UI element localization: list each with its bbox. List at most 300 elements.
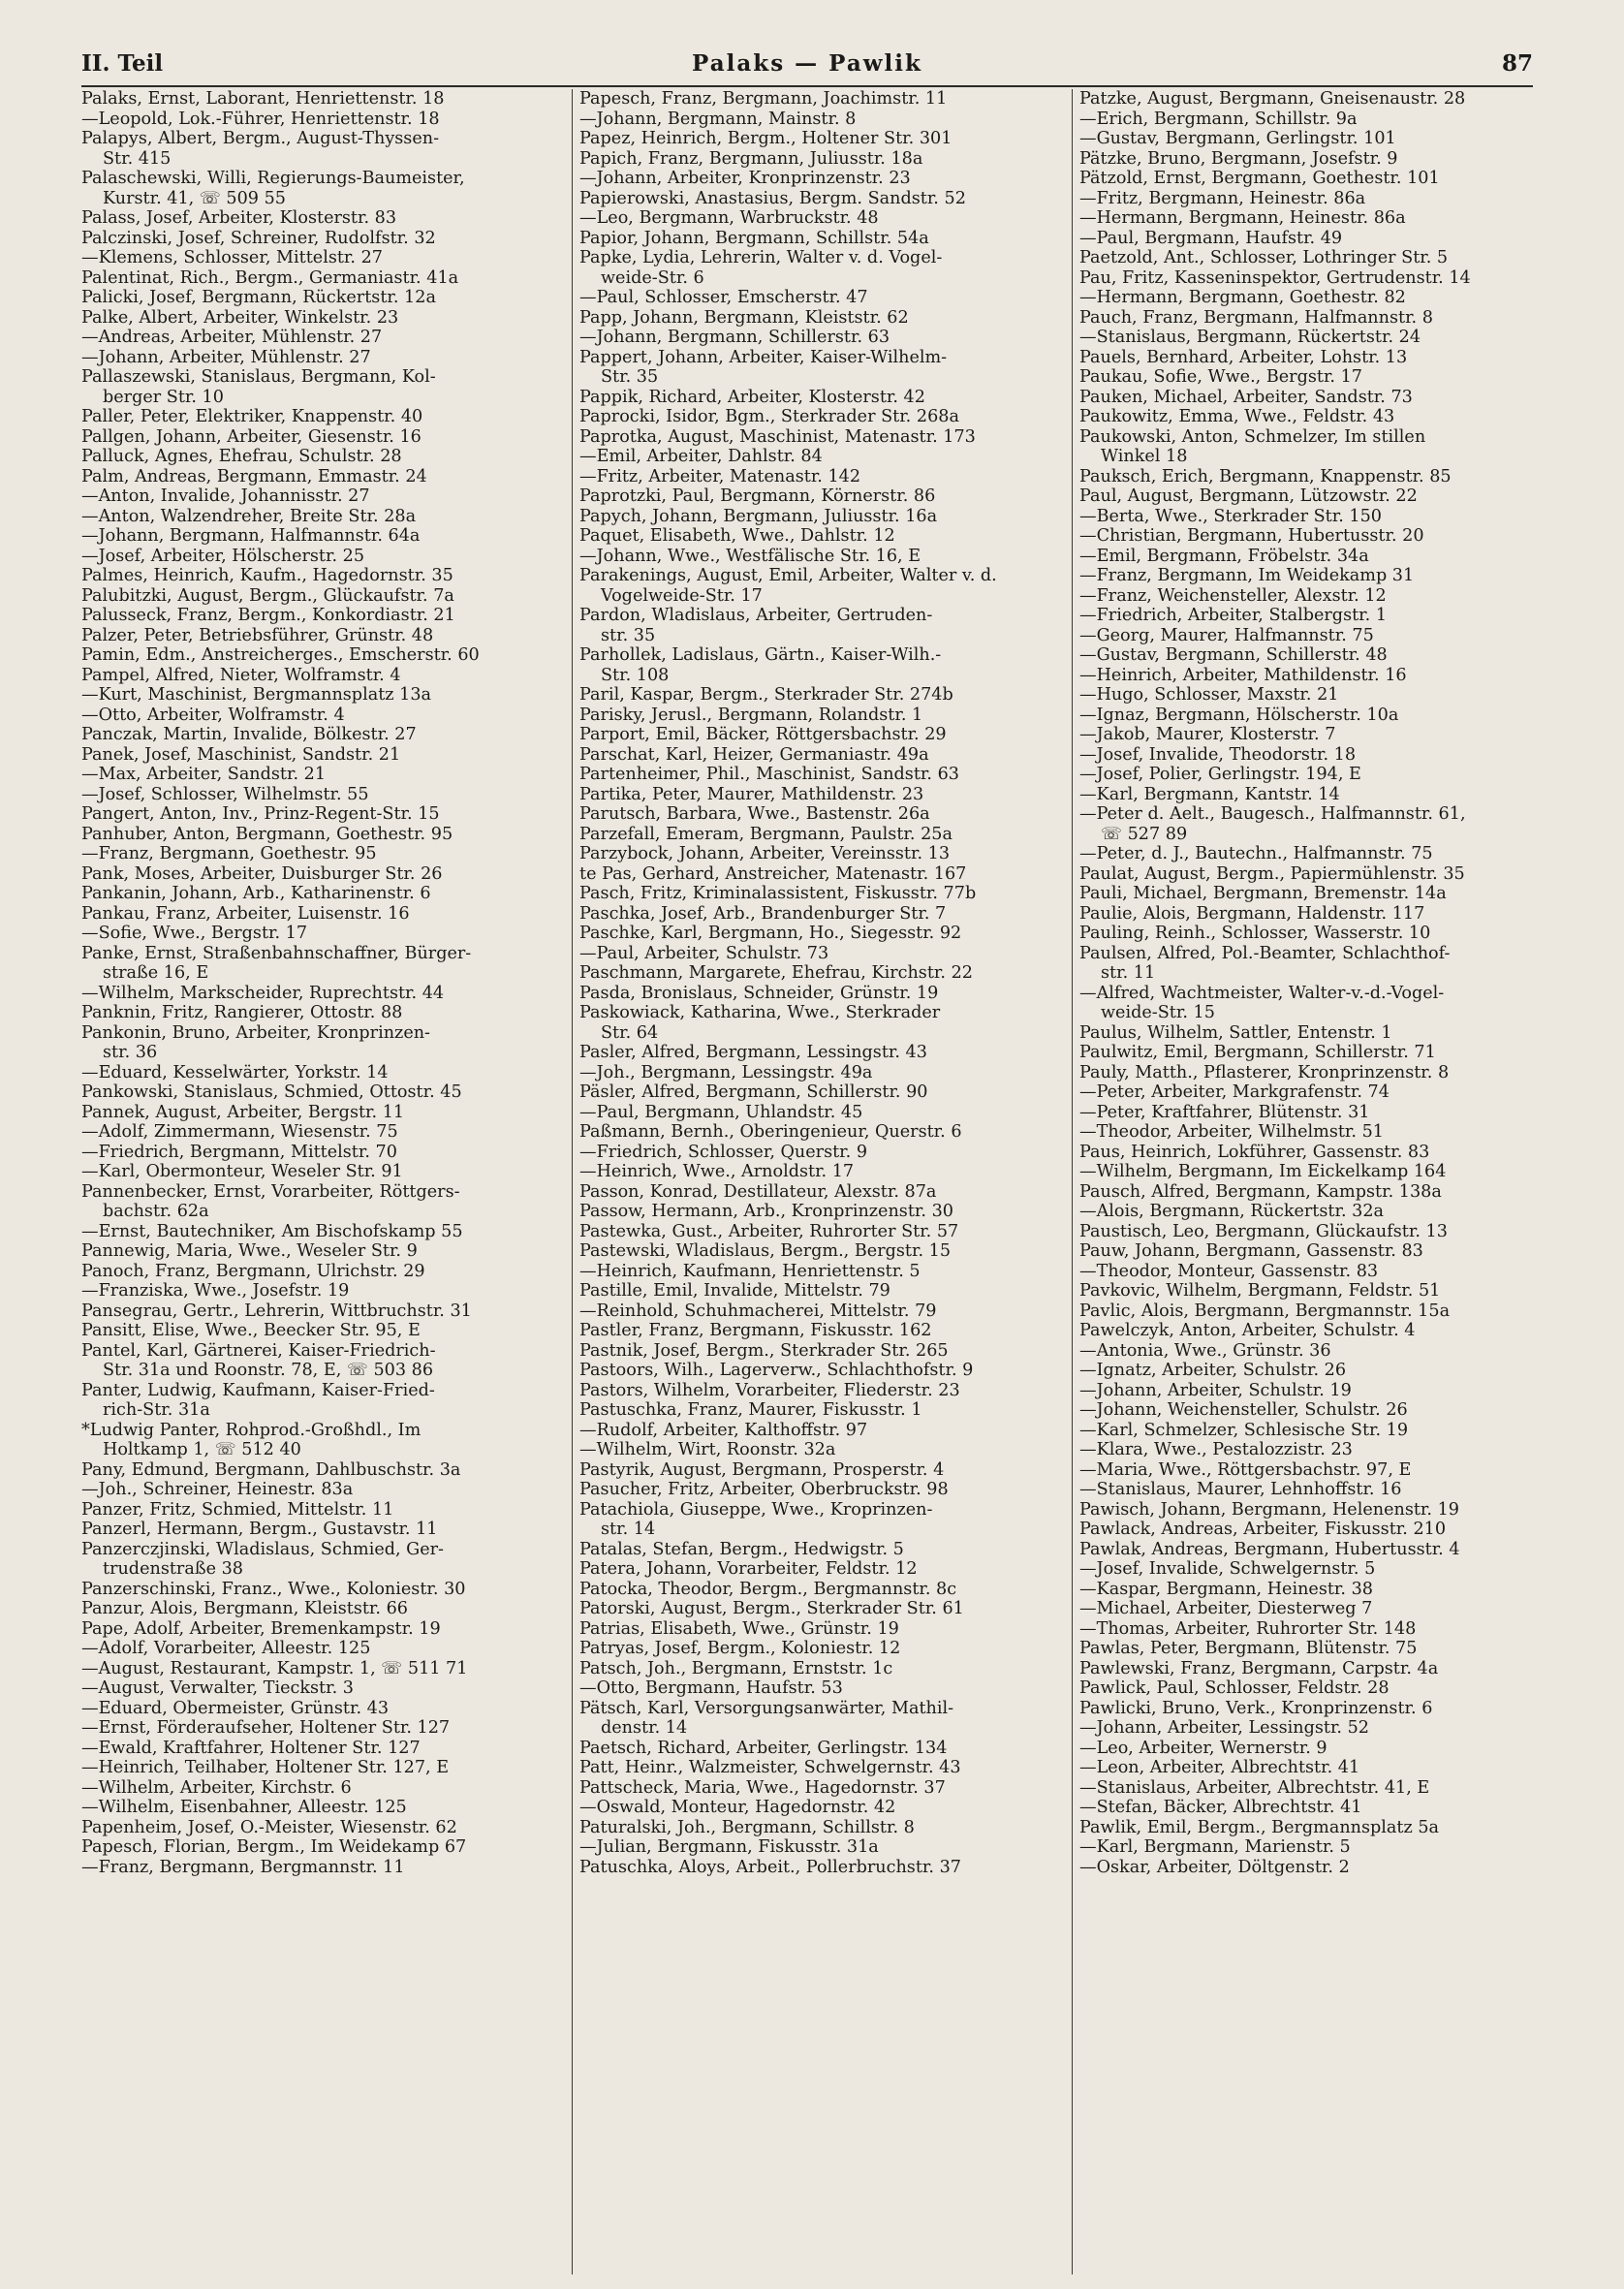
directory-entry: [579, 1580, 1076, 1600]
directory-entry: [81, 1619, 578, 1640]
directory-entry: [81, 407, 578, 427]
directory-entry: [81, 169, 578, 208]
directory-entry: [1079, 1858, 1535, 1878]
directory-entry: [579, 685, 1076, 706]
entry-text: Papior, Johann, Bergmann, Schillstr. 54a: [579, 228, 929, 248]
entry-text: —Wilhelm, Bergmann, Im Eickelkamp 164: [1079, 1162, 1447, 1181]
directory-entry: [1079, 208, 1535, 229]
directory-entry: [81, 1082, 578, 1103]
directory-entry: [81, 745, 578, 766]
page-number: 87: [1501, 50, 1533, 77]
directory-entry: [81, 1599, 578, 1619]
directory-entry: [579, 1361, 1076, 1381]
entry-text: Palaschewski, Willi, Regierungs-Baumeister,: [81, 169, 465, 188]
entry-text: —Franz, Weichensteller, Alexstr. 12: [1079, 585, 1387, 606]
entry-text: —Rudolf, Arbeiter, Kalthoffstr. 97: [579, 1420, 868, 1440]
entry-text: —Johann, Arbeiter, Kronprinzenstr. 23: [579, 169, 911, 188]
directory-entry: [1079, 1143, 1535, 1163]
entry-text: —Emil, Arbeiter, Dahlstr. 84: [579, 447, 823, 466]
directory-entry: [1079, 89, 1535, 110]
entry-text: Panknin, Fritz, Rangierer, Ottostr. 88: [81, 1003, 403, 1022]
directory-entry: [1079, 110, 1535, 130]
directory-entry: [81, 1341, 578, 1381]
entry-continuation: weide-Str. 15: [1101, 1003, 1215, 1022]
directory-entry: [579, 1202, 1076, 1222]
entry-text: —Peter, Kraftfahrer, Blütenstr. 31: [1079, 1102, 1370, 1122]
directory-entry: [579, 1281, 1076, 1301]
directory-entry: [1079, 706, 1535, 726]
directory-entry: [81, 804, 578, 825]
directory-entry: [579, 1678, 1076, 1699]
entry-text: Pankanin, Johann, Arb., Katharinenstr. 6: [81, 884, 431, 903]
directory-entry: [579, 348, 1076, 388]
entry-continuation: trudenstraße 38: [103, 1559, 243, 1579]
entry-text: —Leo, Arbeiter, Wernerstr. 9: [1079, 1738, 1327, 1758]
directory-entry: [579, 407, 1076, 427]
directory-entry: [81, 1858, 578, 1878]
entry-text: Parport, Emil, Bäcker, Röttgersbachstr. 29: [579, 725, 947, 744]
directory-entry: [579, 507, 1076, 527]
entry-text: Pauken, Michael, Arbeiter, Sandstr. 73: [1079, 387, 1413, 407]
entry-text: Patuschka, Aloys, Arbeit., Pollerbruchstr. 37: [579, 1857, 961, 1877]
directory-entry: [579, 149, 1076, 170]
directory-entry: [81, 864, 578, 885]
directory-entry: [1079, 1639, 1535, 1659]
directory-entry: [1079, 1580, 1535, 1600]
directory-entry: [1079, 785, 1535, 805]
entry-text: Pawlik, Emil, Bergm., Bergmannsplatz 5a: [1079, 1817, 1440, 1837]
entry-text: Parzybock, Johann, Arbeiter, Vereinsstr. 13: [579, 844, 951, 863]
directory-entry: [1079, 388, 1535, 408]
directory-entry: [1079, 1241, 1535, 1262]
entry-text: —Reinhold, Schuhmacherei, Mittelstr. 79: [579, 1301, 937, 1321]
directory-entry: [579, 645, 1076, 685]
entry-text: —Theodor, Monteur, Gassenstr. 83: [1079, 1261, 1379, 1281]
directory-entry: [579, 1599, 1076, 1619]
directory-entry: [579, 963, 1076, 984]
entry-text: Papez, Heinrich, Bergm., Holtener Str. 301: [579, 129, 953, 148]
entry-text: Panek, Josef, Maschinist, Sandstr. 21: [81, 744, 401, 765]
directory-entry: [1079, 1341, 1535, 1362]
directory-entry: [579, 706, 1076, 726]
entry-text: Panzur, Alois, Bergmann, Kleiststr. 66: [81, 1599, 408, 1618]
directory-entry: [81, 1778, 578, 1799]
directory-entry: [1079, 1480, 1535, 1500]
directory-entry: [579, 1143, 1076, 1163]
directory-entry: [579, 447, 1076, 467]
directory-entry: [81, 1281, 578, 1301]
entry-text: Palentinat, Rich., Bergm., Germaniastr. 41a: [81, 267, 459, 288]
entry-text: Patzke, August, Bergmann, Gneisenaustr. 28: [1079, 89, 1466, 109]
entry-text: —Jakob, Maurer, Klosterstr. 7: [1079, 725, 1336, 744]
entry-text: Paustisch, Leo, Bergmann, Glückaufstr. 13: [1079, 1221, 1448, 1241]
directory-entry: [1079, 1023, 1535, 1044]
entry-text: —Peter, Arbeiter, Markgrafenstr. 74: [1079, 1082, 1390, 1102]
directory-entry: [1079, 407, 1535, 427]
entry-text: Pawlewski, Franz, Bergmann, Carpstr. 4a: [1079, 1658, 1439, 1678]
directory-entry: [1079, 189, 1535, 209]
entry-text: Paskowiack, Katharina, Wwe., Sterkrader: [579, 1003, 941, 1022]
entry-text: —Eduard, Obermeister, Grünstr. 43: [81, 1698, 390, 1718]
entry-text: —Anton, Invalide, Johannisstr. 27: [81, 486, 370, 506]
entry-text: Pannek, August, Arbeiter, Bergstr. 11: [81, 1102, 405, 1122]
entry-text: Paturalski, Joh., Bergmann, Schillstr. 8: [579, 1817, 915, 1837]
entry-text: Paril, Kaspar, Bergm., Sterkrader Str. 274b: [579, 685, 953, 705]
directory-entry: [579, 1540, 1076, 1560]
entry-text: Pauw, Johann, Bergmann, Gassenstr. 83: [1079, 1241, 1423, 1261]
directory-entry: [579, 1659, 1076, 1679]
entry-text: —Fritz, Arbeiter, Matenastr. 142: [579, 466, 861, 486]
directory-entry: [1079, 1262, 1535, 1282]
entry-text: —Emil, Bergmann, Fröbelstr. 34a: [1079, 546, 1369, 566]
directory-entry: [579, 427, 1076, 448]
directory-entry: [81, 328, 578, 348]
entry-text: Palczinski, Josef, Schreiner, Rudolfstr. 32: [81, 228, 436, 248]
directory-entry: [81, 1520, 578, 1540]
entry-text: Pansegrau, Gertr., Lehrerin, Wittbruchstr. 31: [81, 1301, 472, 1321]
entry-text: Pau, Fritz, Kasseninspektor, Gertrudenstr. 14: [1079, 267, 1471, 288]
entry-continuation: denstr. 14: [601, 1718, 688, 1738]
entry-text: —Johann, Bergmann, Schillerstr. 63: [579, 328, 890, 347]
directory-entry: [579, 288, 1076, 308]
entry-text: Pawelczyk, Anton, Arbeiter, Schulstr. 4: [1079, 1321, 1416, 1340]
directory-entry: [579, 129, 1076, 149]
entry-text: —Ewald, Kraftfahrer, Holtener Str. 127: [81, 1738, 421, 1758]
directory-entry: [579, 169, 1076, 189]
directory-entry: [579, 547, 1076, 567]
entry-continuation: bachstr. 62a: [103, 1202, 209, 1221]
directory-entry: [81, 725, 578, 745]
entry-text: —Peter, d. J., Bautechn., Halfmannstr. 75: [1079, 844, 1433, 863]
directory-entry: [1079, 149, 1535, 170]
directory-entry: [81, 547, 578, 567]
entry-text: Paukau, Sofie, Wwe., Bergstr. 17: [1079, 367, 1363, 387]
entry-text: Panoch, Franz, Bergmann, Ulrichstr. 29: [81, 1261, 425, 1281]
directory-entry: [579, 1321, 1076, 1341]
entry-text: Paschke, Karl, Bergmann, Ho., Siegesstr. 92: [579, 924, 962, 943]
directory-entry: [1079, 1559, 1535, 1580]
directory-entry: [1079, 1460, 1535, 1481]
directory-entry: [579, 984, 1076, 1004]
directory-entry: [1079, 1202, 1535, 1222]
entry-continuation: weide-Str. 6: [601, 267, 704, 288]
entry-text: —Ignatz, Arbeiter, Schulstr. 26: [1079, 1361, 1347, 1380]
entry-text: Paulat, August, Bergm., Papiermühlenstr. 35: [1079, 863, 1465, 884]
entry-text: Patalas, Stefan, Bergm., Hedwigstr. 5: [579, 1539, 904, 1559]
entry-text: —Joh., Schreiner, Heinestr. 83a: [81, 1480, 354, 1499]
directory-entry: [81, 1739, 578, 1759]
entry-text: Palicki, Josef, Bergmann, Rückertstr. 12a: [81, 288, 436, 307]
directory-entry: [1079, 1043, 1535, 1063]
entry-text: —Adolf, Zimmermann, Wiesenstr. 75: [81, 1122, 398, 1142]
entry-text: Palke, Albert, Arbeiter, Winkelstr. 23: [81, 307, 399, 328]
entry-text: —Otto, Bergmann, Haufstr. 53: [579, 1678, 843, 1698]
entry-text: —Adolf, Vorarbeiter, Alleestr. 125: [81, 1639, 371, 1658]
directory-entry: [1079, 1718, 1535, 1739]
entry-text: Pawlak, Andreas, Bergmann, Hubertusstr. 4: [1079, 1539, 1460, 1559]
directory-entry: [1079, 1361, 1535, 1381]
entry-text: —Paul, Arbeiter, Schulstr. 73: [579, 943, 829, 963]
entry-text: —Thomas, Arbeiter, Ruhrorter Str. 148: [1079, 1618, 1417, 1639]
directory-entry: [81, 110, 578, 130]
directory-entry: [81, 427, 578, 448]
entry-text: —Michael, Arbeiter, Diesterweg 7: [1079, 1599, 1373, 1618]
entry-text: Paprotzki, Paul, Bergmann, Körnerstr. 86: [579, 486, 936, 506]
directory-entry: [81, 1222, 578, 1242]
directory-entry: [579, 765, 1076, 785]
directory-entry: [1079, 1421, 1535, 1441]
directory-entry: [1079, 1778, 1535, 1799]
directory-entry: [1079, 1222, 1535, 1242]
directory-entry: [81, 844, 578, 864]
directory-entry: [1079, 288, 1535, 308]
directory-entry: [81, 1837, 578, 1858]
entry-text: Pasda, Bronislaus, Schneider, Grünstr. 19: [579, 983, 939, 1003]
directory-entry: [579, 1818, 1076, 1838]
directory-entry: [81, 248, 578, 268]
directory-entry: [579, 804, 1076, 825]
directory-entry: [579, 1699, 1076, 1739]
directory-entry: [81, 1003, 578, 1023]
entry-continuation: str. 35: [601, 625, 656, 645]
directory-entry: [579, 1400, 1076, 1421]
directory-entry: [1079, 1063, 1535, 1083]
entry-text: Pastnik, Josef, Bergm., Sterkrader Str. 265: [579, 1340, 949, 1361]
entry-text: —Johann, Bergmann, Halfmannstr. 64a: [81, 526, 421, 546]
directory-entry: [1079, 725, 1535, 745]
entry-text: Passon, Konrad, Destillateur, Alexstr. 87a: [579, 1181, 937, 1202]
entry-text: —Klara, Wwe., Pestalozzistr. 23: [1079, 1440, 1353, 1459]
directory-entry: [81, 1500, 578, 1521]
entry-text: Paller, Peter, Elektriker, Knappenstr. 40: [81, 407, 423, 426]
directory-entry: [1079, 1619, 1535, 1640]
directory-entry: [1079, 685, 1535, 706]
directory-entry: [81, 904, 578, 925]
directory-entry: [81, 645, 578, 666]
entry-text: Palluck, Agnes, Ehefrau, Schulstr. 28: [81, 447, 402, 466]
entry-text: —Gustav, Bergmann, Schillerstr. 48: [1079, 645, 1388, 665]
entry-text: Pannewig, Maria, Wwe., Weseler Str. 9: [81, 1241, 418, 1261]
directory-entry: [579, 1758, 1076, 1778]
entry-text: Pätzold, Ernst, Bergmann, Goethestr. 101: [1079, 169, 1440, 188]
directory-entry: [1079, 1818, 1535, 1838]
entry-text: Pastoors, Wilh., Lagerverw., Schlachthofstr. 9: [579, 1361, 974, 1380]
entry-text: Pastewski, Wladislaus, Bergm., Bergstr. 15: [579, 1241, 952, 1261]
entry-text: Paulie, Alois, Bergmann, Haldenstr. 117: [1079, 903, 1425, 924]
entry-text: Pauch, Franz, Bergmann, Halfmannstr. 8: [1079, 307, 1433, 328]
entry-text: Pauksch, Erich, Bergmann, Knappenstr. 85: [1079, 466, 1452, 486]
directory-entry: [579, 1460, 1076, 1481]
directory-entry: [579, 486, 1076, 507]
directory-entry: [81, 1460, 578, 1481]
entry-text: —Heinrich, Arbeiter, Mathildenstr. 16: [1079, 665, 1407, 685]
entry-continuation: Str. 35: [601, 367, 659, 387]
directory-entry: [1079, 924, 1535, 944]
entry-text: Papierowski, Anastasius, Bergm. Sandstr. 52: [579, 188, 966, 208]
entry-continuation: Kurstr. 41, ☏ 509 55: [103, 188, 286, 208]
entry-text: *Ludwig Panter, Rohprod.-Großhdl., Im: [81, 1420, 422, 1440]
directory-entry: [579, 1639, 1076, 1659]
directory-entry: [1079, 1678, 1535, 1699]
entry-text: —Gustav, Bergmann, Gerlingstr. 101: [1079, 129, 1396, 148]
directory-entry: [81, 507, 578, 527]
entry-text: —Alfred, Wachtmeister, Walter-v.-d.-Vogel-: [1079, 983, 1445, 1003]
directory-entry: [1079, 1520, 1535, 1540]
entry-text: Parhollek, Ladislaus, Gärtn., Kaiser-Wilh.-: [579, 645, 942, 665]
directory-entry: [1079, 1599, 1535, 1619]
directory-entry: [579, 924, 1076, 944]
directory-entry: [81, 1678, 578, 1699]
entry-text: Pallgen, Johann, Arbeiter, Giesenstr. 16: [81, 426, 422, 447]
entry-text: Paprocki, Isidor, Bgm., Sterkrader Str. 268a: [579, 407, 959, 426]
entry-continuation: Winkel 18: [1101, 447, 1188, 466]
directory-entry: [579, 1341, 1076, 1362]
entry-text: Pavkovic, Wilhelm, Bergmann, Feldstr. 51: [1079, 1281, 1441, 1301]
directory-entry: [1079, 169, 1535, 189]
directory-entry: [579, 745, 1076, 766]
entry-text: —August, Verwalter, Tieckstr. 3: [81, 1678, 354, 1698]
entry-text: Paßmann, Bernh., Oberingenieur, Querstr. 6: [579, 1122, 962, 1142]
entry-text: Pank, Moses, Arbeiter, Duisburger Str. 26: [81, 863, 443, 884]
entry-text: Pape, Adolf, Arbeiter, Bremenkampstr. 19: [81, 1618, 441, 1639]
entry-text: —Stanislaus, Bergmann, Rückertstr. 24: [1079, 328, 1421, 347]
directory-entry: [81, 1143, 578, 1163]
page-header: [81, 43, 1533, 81]
directory-entry: [81, 1381, 578, 1421]
directory-entry: [579, 308, 1076, 329]
entry-text: —Antonia, Wwe., Grünstr. 36: [1079, 1340, 1331, 1361]
directory-entry: [579, 1003, 1076, 1043]
directory-entry: [1079, 1103, 1535, 1123]
entry-text: Patsch, Joh., Bergmann, Ernststr. 1c: [579, 1658, 893, 1678]
directory-entry: [1079, 1739, 1535, 1759]
entry-text: Paus, Heinrich, Lokführer, Gassenstr. 83: [1079, 1142, 1430, 1162]
directory-entry: [1079, 348, 1535, 368]
entry-text: Parakenings, August, Emil, Arbeiter, Walter v. d.: [579, 566, 997, 585]
directory-entry: [81, 566, 578, 586]
entry-text: Patt, Heinr., Walzmeister, Schwelgernstr. 43: [579, 1758, 961, 1777]
entry-text: —Otto, Arbeiter, Wolframstr. 4: [81, 705, 345, 725]
directory-entry: [579, 1063, 1076, 1083]
entry-text: Parutsch, Barbara, Wwe., Bastenstr. 26a: [579, 804, 930, 824]
directory-entry: [81, 268, 578, 289]
directory-entry: [579, 864, 1076, 885]
entry-text: Pantel, Karl, Gärtnerei, Kaiser-Friedrich-: [81, 1340, 436, 1361]
entry-text: —Peter d. Aelt., Baugesch., Halfmannstr. 61,: [1079, 804, 1466, 824]
directory-entry: [579, 1103, 1076, 1123]
entry-text: Passow, Hermann, Arb., Kronprinzenstr. 30: [579, 1202, 953, 1221]
entry-text: Pawlack, Andreas, Arbeiter, Fiskusstr. 210: [1079, 1520, 1447, 1539]
entry-text: Pausch, Alfred, Bergmann, Kampstr. 138a: [1079, 1181, 1442, 1202]
entry-text: —Karl, Bergmann, Kantstr. 14: [1079, 784, 1340, 804]
entry-text: —Klemens, Schlosser, Mittelstr. 27: [81, 248, 383, 267]
entry-text: Pappik, Richard, Arbeiter, Klosterstr. 42: [579, 387, 925, 407]
directory-entry: [81, 706, 578, 726]
entry-text: —Sofie, Wwe., Bergstr. 17: [81, 924, 308, 943]
entry-text: Papenheim, Josef, O.-Meister, Wiesenstr. 62: [81, 1817, 457, 1837]
entry-text: —Karl, Obermonteur, Weseler Str. 91: [81, 1162, 403, 1181]
directory-entry: [1079, 367, 1535, 388]
directory-entry: [81, 1122, 578, 1143]
directory-entry: [81, 467, 578, 487]
entry-text: Panke, Ernst, Straßenbahnschaffner, Bürger-: [81, 943, 472, 963]
entry-text: —Kurt, Maschinist, Bergmannsplatz 13a: [81, 685, 431, 705]
entry-text: Parzefall, Emeram, Bergmann, Paulstr. 25a: [579, 824, 953, 844]
directory-entry: [579, 1162, 1076, 1182]
directory-entry: [1079, 765, 1535, 785]
entry-text: Pappert, Johann, Arbeiter, Kaiser-Wilhelm-: [579, 347, 948, 367]
directory-entry: [579, 1082, 1076, 1103]
directory-entry: [81, 685, 578, 706]
entry-text: Pastille, Emil, Invalide, Mittelstr. 79: [579, 1281, 890, 1301]
entry-text: —Karl, Schmelzer, Schlesische Str. 19: [1079, 1420, 1409, 1440]
entry-text: —Paul, Bergmann, Haufstr. 49: [1079, 228, 1343, 248]
directory-entry: [579, 526, 1076, 547]
directory-entry: [81, 1639, 578, 1659]
entry-text: Paukowski, Anton, Schmelzer, Im stillen: [1079, 426, 1426, 447]
directory-entry: [81, 1580, 578, 1600]
entry-text: Papke, Lydia, Lehrerin, Walter v. d. Vogel-: [579, 248, 943, 267]
entry-text: Papich, Franz, Bergmann, Juliusstr. 18a: [579, 148, 923, 169]
entry-text: —Andreas, Arbeiter, Mühlenstr. 27: [81, 328, 383, 347]
entry-text: Paetzold, Ant., Schlosser, Lothringer Str. 5: [1079, 248, 1449, 267]
directory-entry: [579, 1241, 1076, 1262]
directory-entry: [1079, 984, 1535, 1023]
entry-text: Papych, Johann, Bergmann, Juliusstr. 16a: [579, 506, 938, 526]
entry-text: —Johann, Wwe., Westfälische Str. 16, E: [579, 546, 921, 566]
directory-entry: [1079, 467, 1535, 487]
directory-entry: [1079, 566, 1535, 586]
directory-entry: [81, 944, 578, 984]
directory-entry: [81, 1321, 578, 1341]
entry-text: —Wilhelm, Markscheider, Ruprechtstr. 44: [81, 983, 445, 1003]
directory-entry: [1079, 745, 1535, 766]
entry-text: —Leopold, Lok.-Führer, Henriettenstr. 18: [81, 109, 440, 129]
entry-continuation: Holtkamp 1, ☏ 512 40: [103, 1440, 301, 1459]
directory-entry: [579, 1778, 1076, 1799]
entry-text: Päsler, Alfred, Bergmann, Schillerstr. 90: [579, 1082, 928, 1102]
entry-text: Paschmann, Margarete, Ehefrau, Kirchstr. 22: [579, 963, 973, 983]
directory-entry: [1079, 904, 1535, 925]
directory-entry: [81, 1023, 578, 1063]
directory-entry: [81, 1241, 578, 1262]
entry-continuation: Str. 415: [103, 148, 172, 169]
entry-text: Pauling, Reinh., Schlosser, Wasserstr. 10: [1079, 924, 1431, 943]
directory-entry: [81, 1659, 578, 1679]
entry-text: Pauly, Matth., Pflasterer, Kronprinzenstr. 8: [1079, 1062, 1450, 1082]
directory-entry: [579, 944, 1076, 964]
entry-text: —Heinrich, Teilhaber, Holtener Str. 127, E: [81, 1758, 450, 1777]
directory-entry: [579, 1043, 1076, 1063]
entry-text: Pallaszewski, Stanislaus, Bergmann, Kol-: [81, 367, 436, 387]
entry-text: —Paul, Bergmann, Uhlandstr. 45: [579, 1102, 863, 1122]
directory-entry: [1079, 1301, 1535, 1322]
entry-text: Pawlas, Peter, Bergmann, Blütenstr. 75: [1079, 1639, 1418, 1658]
entry-text: —Josef, Invalide, Schwelgernstr. 5: [1079, 1559, 1376, 1579]
entry-text: —Ernst, Bautechniker, Am Bischofskamp 55: [81, 1221, 463, 1241]
directory-entry: [579, 566, 1076, 606]
directory-entry: [81, 884, 578, 904]
directory-entry: [81, 1798, 578, 1818]
directory-entry: [579, 1122, 1076, 1143]
directory-entry: [1079, 427, 1535, 467]
entry-text: Paulwitz, Emil, Bergmann, Schillerstr. 71: [1079, 1043, 1436, 1062]
directory-entry: [1079, 864, 1535, 885]
directory-entry: [579, 844, 1076, 864]
directory-entry: [579, 1222, 1076, 1242]
directory-entry: [1079, 1540, 1535, 1560]
directory-entry: [579, 1480, 1076, 1500]
